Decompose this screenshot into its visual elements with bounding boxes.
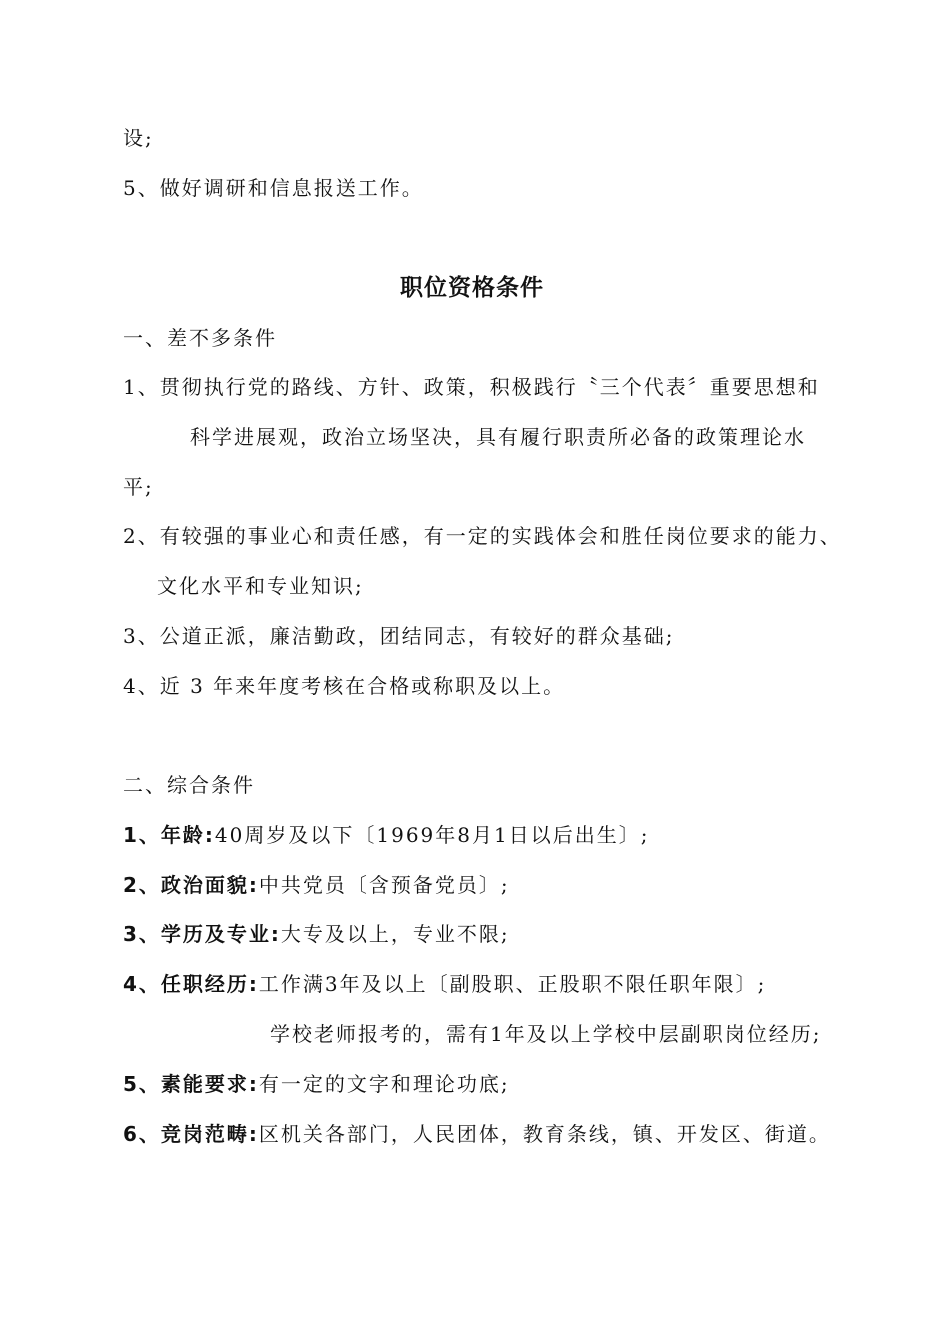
basic-item-1-line-3: 平; bbox=[123, 475, 154, 499]
section-heading-comprehensive: 二、综合条件 bbox=[123, 773, 255, 797]
basic-item-4: 4、近 3 年来年度考核在合格或称职及以上。 bbox=[123, 674, 566, 698]
comprehensive-item-political-status bbox=[123, 871, 510, 899]
duty-item-5: 5、做好调研和信息报送工作。 bbox=[123, 176, 424, 200]
section-title: 职位资格条件 bbox=[400, 275, 544, 301]
item-text: 区机关各部门，人民团体，教育条线，镇、开发区、街道。 bbox=[258, 1122, 831, 1146]
comprehensive-item-competency bbox=[123, 1070, 510, 1098]
item-label: 3、学历及专业: bbox=[123, 922, 281, 946]
comprehensive-item-experience bbox=[123, 970, 766, 998]
item-text: 大专及以上，专业不限; bbox=[280, 922, 510, 946]
basic-item-1-line-1: 1、贯彻执行党的路线、方针、政策，积极践行〝三个代表〞重要思想和 bbox=[123, 375, 820, 399]
comprehensive-item-experience-continuation: 学校老师报考的，需有1年及以上学校中层副职岗位经历; bbox=[270, 1022, 822, 1046]
section-heading-basic: 一、差不多条件 bbox=[123, 326, 277, 350]
item-label: 5、素能要求: bbox=[123, 1072, 259, 1096]
basic-item-1-line-2: 科学进展观，政治立场坚决，具有履行职责所必备的政策理论水 bbox=[190, 425, 806, 449]
comprehensive-item-scope bbox=[123, 1120, 831, 1148]
basic-item-2-line-1: 2、有较强的事业心和责任感，有一定的实践体会和胜任岗位要求的能力、 bbox=[123, 524, 842, 548]
item-label: 2、政治面貌: bbox=[123, 873, 259, 897]
basic-item-2-line-2: 文化水平和专业知识; bbox=[157, 574, 364, 598]
item-label: 6、竞岗范畴: bbox=[123, 1122, 259, 1146]
item-label: 1、年龄: bbox=[123, 823, 215, 847]
item-text: 40周岁及以下〔1969年8月1日以后出生〕; bbox=[214, 823, 650, 847]
item-text: 有一定的文字和理论功底; bbox=[258, 1072, 510, 1096]
basic-item-3: 3、公道正派，廉洁勤政，团结同志，有较好的群众基础; bbox=[123, 624, 675, 648]
item-label: 4、任职经历: bbox=[123, 972, 259, 996]
comprehensive-item-education bbox=[123, 920, 510, 948]
comprehensive-item-age bbox=[123, 821, 649, 849]
item-text: 工作满3年及以上〔副股职、正股职不限任职年限〕; bbox=[258, 972, 767, 996]
item-text: 中共党员〔含预备党员〕; bbox=[258, 873, 510, 897]
paragraph-continuation: 设; bbox=[123, 126, 154, 150]
